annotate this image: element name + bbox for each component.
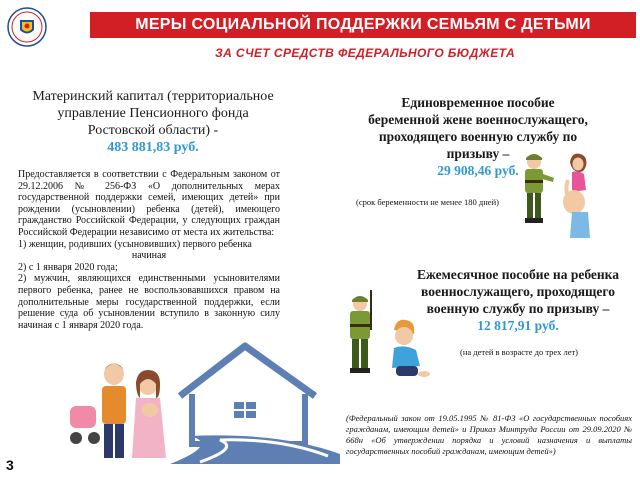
maternal-capital-title-line: Ростовской области) - xyxy=(87,123,219,138)
monthly-allowance-title-line: Ежемесячное пособие на ребенка xyxy=(417,267,619,282)
maternal-capital-description xyxy=(18,169,280,331)
pregnant-woman-icon xyxy=(563,154,590,238)
pregnancy-allowance-amount: 29 908,46 руб. xyxy=(437,163,519,178)
pregnancy-allowance-title-line: проходящего военную службу по xyxy=(378,129,578,144)
house-icon xyxy=(170,346,340,464)
law-reference: (Федеральный закон от 19.05.1995 № 81-ФЗ «О государственных пособиях гражданам, имеющим детей» и Приказ Минтруда России от 29.09.2020 № 668н «Об утверждении порядка и условий назначения и выплаты государственных пособий гражданам, имеющим детей») xyxy=(346,413,632,456)
pregnancy-allowance-title-line: беременной жене военнослужащего, xyxy=(368,112,588,127)
monthly-allowance-title-line: военнослужащего, проходящего xyxy=(421,284,615,299)
soldier-and-pregnant-wife-illustration xyxy=(512,150,602,242)
page-number: 3 xyxy=(6,457,14,473)
pregnancy-allowance-title-line: Единовременное пособие xyxy=(401,95,555,110)
list-item: 2) с 1 января 2020 года; xyxy=(18,261,118,273)
pregnancy-allowance-note: (срок беременности не менее 180 дней) xyxy=(356,197,499,207)
soldier-and-child-illustration xyxy=(340,290,450,386)
list-item-continuation: начиная xyxy=(131,250,167,262)
child-icon xyxy=(392,320,430,377)
monthly-allowance-note: (на детей в возрасте до трех лет) xyxy=(460,347,579,357)
monthly-allowance-amount: 12 817,91 руб. xyxy=(477,318,559,333)
family-icon xyxy=(70,363,166,458)
soldier-icon xyxy=(350,290,372,373)
maternal-capital-heading xyxy=(10,88,296,156)
family-house-illustration xyxy=(70,344,340,464)
list-item: 1) женщин, родивших (усыновивших) первого ребенка xyxy=(18,238,252,250)
page-title: МЕРЫ СОЦИАЛЬНОЙ ПОДДЕРЖКИ СЕМЬЯМ С ДЕТЬМИ xyxy=(90,12,636,38)
maternal-capital-amount: 483 881,83 руб. xyxy=(107,140,199,155)
maternal-capital-intro: Предоставляется в соответствии с Федеральным законом от 29.12.2006 № 256-ФЗ «О дополнительных мерах государственной поддержки семей, имеющих детей» при рождении (усыновлении) ребенка (детей), имеющего гражданство Российской Федерации, у следующих граждан Российской Федерации независимо от места их жительства: xyxy=(18,169,280,238)
soldier-icon xyxy=(525,154,554,223)
regional-emblem-icon xyxy=(6,6,48,48)
page-subtitle: ЗА СЧЕТ СРЕДСТВ ФЕДЕРАЛЬНОГО БЮДЖЕТА xyxy=(214,46,516,60)
pregnancy-allowance-title-line: призыву – xyxy=(446,146,510,161)
monthly-allowance-title-line: военную службу по призыву – xyxy=(426,301,610,316)
maternal-capital-title-line: управление Пенсионного фонда xyxy=(57,106,249,121)
list-item: 2) мужчин, являющихся единственными усыновителями первого ребенка, ранее не воспользовавшихся правом на дополнительные меры государственной поддержки, если решение суда об усыновлении вступило в законную силу начиная с 1 января 2020 года. xyxy=(18,273,280,331)
maternal-capital-title-line: Материнский капитал (территориальное xyxy=(32,89,274,104)
